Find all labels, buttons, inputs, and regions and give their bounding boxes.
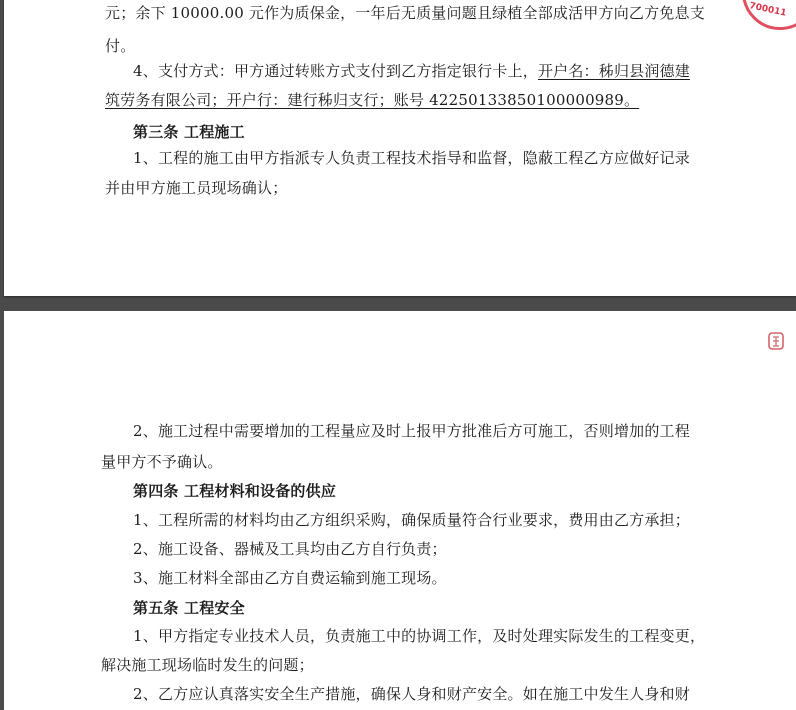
document-page-1	[4, 0, 796, 296]
bank-account-line: 筑劳务有限公司；开户行：建行秭归支行；账号 42250133850100000989。	[105, 91, 640, 109]
account-name-underlined: 开户名：秭归县润德建	[537, 62, 690, 80]
section-heading-article-4: 第四条 工程材料和设备的供应	[133, 482, 337, 500]
text-line: 2、施工设备、器械及工具均由乙方自行负责；	[133, 540, 447, 558]
text-line: 2、乙方应认真落实安全生产措施，确保人身和财产安全。如在施工中发生人身和财	[133, 685, 690, 703]
text-line: 2、施工过程中需要增加的工程量应及时上报甲方批准后方可施工，否则增加的工程	[133, 422, 690, 440]
text-line: 1、甲方指定专业技术人员，负责施工中的协调工作，及时处理实际发生的工程变更，	[133, 627, 706, 645]
section-heading-article-5: 第五条 工程安全	[133, 599, 245, 617]
text-line: 并由甲方施工员现场确认；	[105, 179, 288, 197]
text-line: 元；余下 10000.00 元作为质保金，一年后无质量问题且绿植全部成活甲方向乙方免息支	[105, 4, 705, 22]
stamp-number: 700011	[748, 1, 788, 19]
document-page-2	[4, 311, 796, 710]
text-line: 付。	[105, 37, 136, 55]
text-line: 解决施工现场临时发生的问题；	[101, 656, 314, 674]
text-line: 1、工程所需的材料均由乙方组织采购，确保质量符合行业要求，费用由乙方承担；	[133, 511, 690, 529]
text-line: 3、施工材料全部由乙方自费运输到施工现场。	[133, 569, 447, 587]
red-seal-stamp	[742, 0, 796, 30]
text-line: 量甲方不予确认。	[101, 453, 223, 471]
seal-mark-icon	[766, 331, 786, 351]
text-line: 1、工程的施工由甲方指派专人负责工程技术指导和监督，隐蔽工程乙方应做好记录	[133, 149, 690, 167]
section-heading-article-3: 第三条 工程施工	[133, 123, 245, 141]
payment-method-text: 4、支付方式：甲方通过转账方式支付到乙方指定银行卡上，	[133, 62, 538, 80]
text-line-with-account	[133, 61, 690, 81]
